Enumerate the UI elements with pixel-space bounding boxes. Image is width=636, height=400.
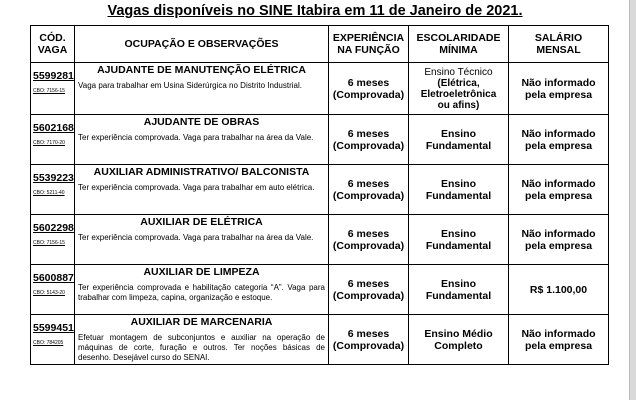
cbo-code: CBO: 7156-15 bbox=[33, 240, 65, 246]
vacancy-code-cell bbox=[31, 115, 75, 165]
experience-cell: 6 meses (Comprovada) bbox=[329, 315, 409, 365]
education-cell: Ensino Técnico (Elétrica, Eletroeletrônica ou afins) bbox=[409, 63, 509, 115]
salary-cell: Não informado pela empresa bbox=[509, 63, 609, 115]
occupation-title: AUXILIAR DE ELÉTRICA bbox=[140, 216, 263, 228]
occupation-title: AUXILIAR DE LIMPEZA bbox=[143, 266, 260, 278]
experience-cell: 6 meses (Comprovada) bbox=[329, 115, 409, 165]
document-title: Vagas disponíveis no SINE Itabira em 11 de Janeiro de 2021. bbox=[107, 3, 523, 19]
occupation-cell bbox=[75, 215, 329, 265]
education-cell: Ensino Médio Completo bbox=[409, 315, 509, 365]
occupation-cell bbox=[75, 315, 329, 365]
header-escolaridade: ESCOLARIDADE MÍNIMA bbox=[409, 26, 509, 63]
cbo-code: CBO: 784205 bbox=[33, 340, 64, 346]
salary-cell: Não informado pela empresa bbox=[509, 315, 609, 365]
salary-cell: Não informado pela empresa bbox=[509, 115, 609, 165]
table-row bbox=[31, 115, 609, 165]
occupation-notes: Ter experiência comprovada. Vaga para trabalhar em auto elétrica. bbox=[78, 183, 315, 192]
vacancy-code: 5539223 bbox=[33, 172, 74, 184]
education-cell: Ensino Fundamental bbox=[409, 115, 509, 165]
salary-cell: Não informado pela empresa bbox=[509, 215, 609, 265]
page-edge-shadow bbox=[630, 0, 636, 400]
occupation-notes: Efetuar montagem de subconjuntos e auxiliar na operação de máquinas de corte, furação e outros. Ter noções básicas de desenho. Desejável curso do SENAI. bbox=[78, 333, 325, 362]
experience-cell: 6 meses (Comprovada) bbox=[329, 63, 409, 115]
occupation-title: AJUDANTE DE MANUTENÇÃO ELÉTRICA bbox=[97, 64, 306, 76]
occupation-cell bbox=[75, 265, 329, 315]
occupation-title: AJUDANTE DE OBRAS bbox=[143, 116, 260, 128]
education-cell: Ensino Fundamental bbox=[409, 165, 509, 215]
occupation-cell bbox=[75, 115, 329, 165]
occupation-notes: Ter experiência comprovada. Vaga para trabalhar na área da Vale. bbox=[78, 133, 314, 142]
occupation-notes: Vaga para trabalhar em Usina Siderúrgica no Distrito Industrial. bbox=[78, 81, 302, 90]
header-ocupacao: OCUPAÇÃO E OBSERVAÇÕES bbox=[75, 26, 329, 63]
occupation-notes: Ter experiência comprovada e habilitação categoria “A”. Vaga para trabalhar com limpeza, capina, organização e estoque. bbox=[78, 283, 325, 302]
occupation-title: AUXILIAR ADMINISTRATIVO/ BALCONISTA bbox=[93, 166, 310, 178]
header-experiencia: EXPERIÊNCIA NA FUNÇÃO bbox=[329, 26, 409, 63]
cbo-code: CBO: 7156-15 bbox=[33, 88, 65, 94]
table-row bbox=[31, 315, 609, 365]
occupation-title: AUXILIAR DE MARCENARIA bbox=[130, 316, 273, 328]
table-row bbox=[31, 265, 609, 315]
header-salario: SALÁRIO MENSAL bbox=[509, 26, 609, 63]
experience-cell: 6 meses (Comprovada) bbox=[329, 165, 409, 215]
vacancy-code: 5602298 bbox=[33, 222, 74, 234]
cbo-code: CBO: 5143-20 bbox=[33, 290, 65, 296]
cbo-code: CBO: 7170-20 bbox=[33, 140, 65, 146]
table-row bbox=[31, 63, 609, 115]
vacancy-code: 5599451 bbox=[33, 322, 74, 334]
vacancy-code-cell bbox=[31, 265, 75, 315]
header-cod-vaga: CÓD. VAGA bbox=[31, 26, 75, 63]
table-row bbox=[31, 165, 609, 215]
vacancy-code: 5600887 bbox=[33, 272, 74, 284]
cbo-code: CBO: 5211-40 bbox=[33, 190, 65, 196]
experience-cell: 6 meses (Comprovada) bbox=[329, 215, 409, 265]
occupation-notes: Ter experiência comprovada. Vaga para trabalhar na área da Vale. bbox=[78, 233, 314, 242]
vacancy-code-cell bbox=[31, 215, 75, 265]
occupation-cell bbox=[75, 165, 329, 215]
table-header-row bbox=[31, 26, 609, 63]
salary-cell: Não informado pela empresa bbox=[509, 165, 609, 215]
education-cell: Ensino Fundamental bbox=[409, 265, 509, 315]
salary-cell: R$ 1.100,00 bbox=[509, 265, 609, 315]
experience-cell: 6 meses (Comprovada) bbox=[329, 265, 409, 315]
vacancy-code: 5602168 bbox=[33, 122, 74, 134]
occupation-cell bbox=[75, 63, 329, 115]
education-cell: Ensino Fundamental bbox=[409, 215, 509, 265]
vacancy-code-cell bbox=[31, 165, 75, 215]
table-row bbox=[31, 215, 609, 265]
vacancy-code: 5599281 bbox=[33, 70, 74, 82]
job-vacancies-table bbox=[30, 25, 609, 365]
vacancy-code-cell bbox=[31, 315, 75, 365]
vacancy-code-cell bbox=[31, 63, 75, 115]
